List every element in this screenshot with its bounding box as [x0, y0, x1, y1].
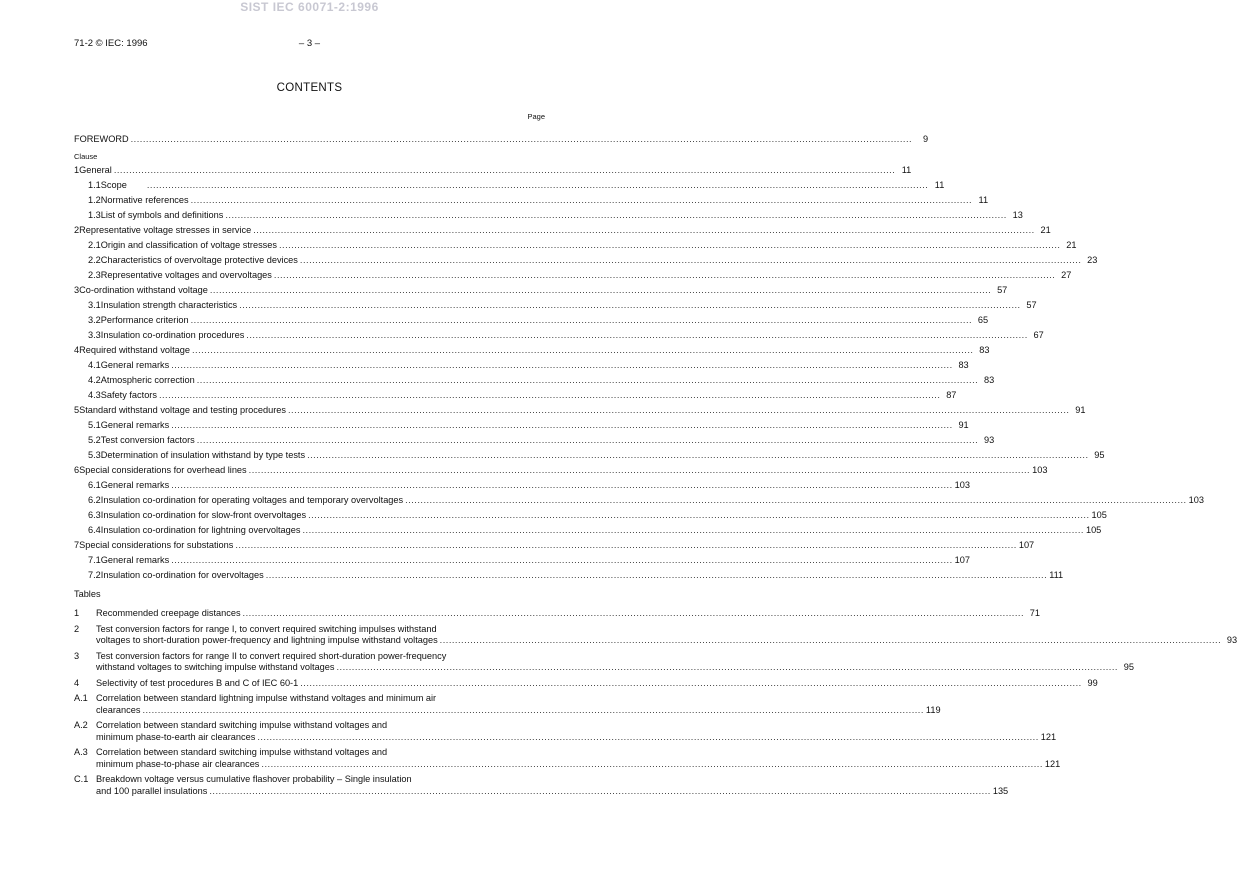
- entry-page: 67: [1033, 330, 1044, 340]
- entry-page: 105: [1091, 510, 1107, 520]
- leader-dots: [279, 239, 1060, 251]
- table-number: 2: [74, 623, 80, 634]
- leader-dots: [225, 209, 1006, 221]
- entry-page: 107: [1018, 540, 1035, 550]
- table-body: [96, 693, 941, 716]
- table-title: minimum phase-to-earth air clearances: [96, 731, 256, 742]
- table-body: [96, 720, 1056, 743]
- leader-dots: [197, 374, 978, 386]
- tables-list: [74, 608, 1237, 801]
- leader-dots: [192, 344, 973, 356]
- leader-dots: [307, 449, 1088, 461]
- entry-number: 1.1: [88, 180, 101, 190]
- table-number: A.3: [74, 747, 88, 757]
- toc-entry[interactable]: [74, 446, 1105, 461]
- table-line: [96, 624, 1237, 636]
- table-line: [96, 651, 1134, 663]
- entry-page: 21: [1066, 240, 1077, 250]
- entry-number: 7.2: [88, 570, 101, 580]
- entry-number: 6.3: [88, 510, 101, 520]
- leader-dots: [257, 732, 1038, 744]
- table-line: [96, 759, 1060, 771]
- entry-title: Insulation co-ordination for operating voltages and temporary overvoltages: [100, 495, 404, 505]
- header-page-number: – 3 –: [298, 38, 321, 49]
- entry-number: 2.3: [88, 270, 101, 280]
- toc-entry[interactable]: [74, 506, 1107, 521]
- leader-dots: [300, 678, 1081, 690]
- table-page: 93: [1226, 635, 1237, 645]
- toc-entry[interactable]: [74, 341, 990, 356]
- table-title: and 100 parallel insulations: [96, 785, 208, 796]
- leader-dots: [274, 269, 1055, 281]
- entry-number: 6.2: [88, 495, 101, 505]
- table-entry[interactable]: [74, 693, 941, 716]
- foreword-entry[interactable]: [74, 130, 929, 145]
- entry-page: 11: [978, 195, 989, 205]
- entry-title: Insulation co-ordination procedures: [100, 330, 245, 340]
- header-left: 71-2 © IEC: 1996: [74, 38, 148, 49]
- toc-entry[interactable]: [74, 356, 969, 371]
- table-line: [96, 635, 1237, 647]
- entry-number: 4.2: [88, 375, 101, 385]
- entry-title: Scope: [100, 180, 127, 190]
- entry-title: Insulation strength characteristics: [100, 300, 238, 310]
- entry-title: General remarks: [100, 480, 170, 490]
- toc-entry[interactable]: [74, 236, 1077, 251]
- toc-entry[interactable]: [74, 326, 1044, 341]
- table-title: Correlation between standard lightning impulse withstand voltages and minimum air: [96, 693, 437, 703]
- entry-number: 5.1: [88, 420, 101, 430]
- table-entry[interactable]: [74, 774, 1009, 797]
- toc-entry[interactable]: [74, 176, 945, 191]
- table-title: Correlation between standard switching impulse withstand voltages and: [96, 747, 388, 757]
- entry-title: General remarks: [100, 555, 170, 565]
- toc-entry[interactable]: [74, 401, 1086, 416]
- entry-number: 7: [74, 540, 80, 550]
- entry-page: 107: [954, 555, 971, 565]
- leader-dots: [171, 359, 952, 371]
- table-page: 119: [925, 704, 941, 715]
- table-title: Breakdown voltage versus cumulative flashover probability – Single insulation: [96, 774, 412, 784]
- leader-dots: [114, 164, 895, 176]
- table-line: [96, 705, 941, 717]
- toc-entry[interactable]: [74, 281, 1008, 296]
- entry-page: 103: [1188, 495, 1204, 505]
- table-line: [96, 747, 1060, 759]
- entry-title: Representative voltage stresses in service: [79, 225, 252, 235]
- entry-page: 83: [983, 375, 995, 385]
- entry-number: 1.2: [88, 195, 101, 205]
- entry-page: 23: [1087, 255, 1098, 265]
- toc-entry[interactable]: [74, 296, 1037, 311]
- entry-page: 95: [1094, 450, 1105, 460]
- entry-page: 91: [1075, 405, 1086, 415]
- toc-entry[interactable]: [74, 521, 1102, 536]
- table-title: Correlation between standard switching impulse withstand voltages and: [96, 720, 388, 730]
- table-body: [96, 678, 1098, 690]
- table-body: [96, 608, 1040, 620]
- entry-title: Origin and classification of voltage stresses: [100, 240, 277, 250]
- table-body: [96, 624, 1237, 647]
- leader-dots: [239, 299, 1020, 311]
- entry-number: 6.1: [88, 480, 101, 490]
- leader-dots: [249, 464, 1030, 476]
- entry-number: 1: [74, 165, 80, 175]
- table-body: [96, 651, 1134, 674]
- entry-number: 2.2: [88, 255, 101, 265]
- leader-dots: [171, 554, 952, 566]
- table-entry[interactable]: [74, 747, 1061, 770]
- leader-dots: [159, 389, 940, 401]
- table-title: withstand voltages to switching impulse withstand voltages: [96, 662, 335, 672]
- entry-title: Performance criterion: [100, 315, 189, 325]
- entry-number: 5: [74, 405, 80, 415]
- table-page: 121: [1044, 758, 1061, 769]
- leader-dots: [209, 786, 990, 798]
- toc-entry[interactable]: [74, 461, 1048, 476]
- table-page: 135: [992, 785, 1009, 796]
- entry-number: 3.3: [88, 330, 101, 340]
- leader-dots: [308, 509, 1089, 521]
- entry-page: 57: [997, 285, 1008, 295]
- table-line: [96, 786, 1008, 798]
- entry-title: Determination of insulation withstand by type tests: [100, 450, 306, 460]
- entry-number: 6.4: [88, 525, 101, 535]
- entry-page: 111: [1049, 570, 1064, 580]
- table-line: [96, 678, 1098, 690]
- leader-dots: [147, 179, 928, 191]
- entry-title: Insulation co-ordination for lightning overvoltages: [100, 525, 301, 535]
- entry-number: 5.3: [88, 450, 101, 460]
- toc-entry[interactable]: [74, 386, 957, 401]
- table-line: [96, 608, 1040, 620]
- entry-number: 5.2: [88, 435, 101, 445]
- toc-entry[interactable]: [74, 251, 1098, 266]
- table-page: 99: [1087, 677, 1098, 688]
- leader-dots: [171, 479, 952, 491]
- entry-page: 21: [1040, 225, 1051, 235]
- toc-entry[interactable]: [74, 266, 1072, 281]
- toc-entry[interactable]: [74, 566, 1064, 581]
- entry-page: 105: [1085, 525, 1102, 535]
- entry-number: 7.1: [88, 555, 101, 565]
- foreword-page: 9: [922, 134, 929, 144]
- table-body: [96, 774, 1008, 797]
- entry-title: Representative voltages and overvoltages: [100, 270, 272, 280]
- leader-dots: [337, 662, 1118, 674]
- entry-page: 103: [1032, 465, 1048, 475]
- table-title: voltages to short-duration power-frequency and lightning impulse withstand voltages: [96, 635, 438, 645]
- table-title: minimum phase-to-phase air clearances: [96, 758, 260, 769]
- toc-entry[interactable]: [74, 191, 989, 206]
- page-title: CONTENTS: [276, 82, 343, 94]
- leader-dots: [246, 329, 1027, 341]
- leader-dots: [235, 539, 1016, 551]
- clause-label: Clause: [74, 152, 98, 161]
- table-line: [96, 774, 1008, 786]
- toc-entry[interactable]: [74, 371, 995, 386]
- toc-entry[interactable]: [74, 311, 989, 326]
- toc-entry[interactable]: [74, 536, 1035, 551]
- entry-number: 3.2: [88, 315, 101, 325]
- leader-dots: [300, 254, 1081, 266]
- entry-number: 3: [74, 285, 80, 295]
- leader-dots: [191, 314, 972, 326]
- table-entry[interactable]: [74, 650, 1134, 674]
- foreword-label: FOREWORD: [74, 134, 129, 144]
- entry-number: 4.1: [88, 360, 101, 370]
- entry-title: Special considerations for overhead lines: [79, 465, 247, 475]
- table-number: 4: [74, 677, 80, 688]
- table-page: 95: [1123, 662, 1134, 672]
- table-title: Selectivity of test procedures B and C of IEC 60-1: [96, 677, 299, 688]
- table-number: 1: [74, 608, 80, 618]
- entry-title: Standard withstand voltage and testing procedures: [79, 405, 286, 415]
- entry-page: 27: [1061, 270, 1072, 280]
- table-number: 3: [74, 650, 80, 661]
- entry-number: 1.3: [88, 210, 101, 220]
- leader-dots: [405, 494, 1186, 506]
- entry-page: 93: [983, 435, 995, 445]
- entry-title: Characteristics of overvoltage protective devices: [100, 255, 298, 265]
- leader-dots: [191, 194, 972, 206]
- entry-title: Normative references: [100, 195, 189, 205]
- toc-entry[interactable]: [74, 221, 1051, 236]
- table-entry[interactable]: [74, 677, 1098, 690]
- leader-dots: [302, 524, 1083, 536]
- table-number: C.1: [74, 774, 89, 784]
- leader-dots: [261, 759, 1042, 771]
- table-title: clearances: [96, 704, 141, 715]
- toc-entry[interactable]: [74, 476, 971, 491]
- toc-entry[interactable]: [74, 161, 912, 176]
- entry-title: Special considerations for substations: [79, 540, 234, 550]
- entry-title: Co-ordination withstand voltage: [79, 285, 208, 295]
- table-number: A.2: [74, 720, 88, 730]
- leader-dots: [142, 705, 923, 717]
- table-line: [96, 732, 1056, 744]
- entry-title: General remarks: [100, 360, 170, 370]
- entry-number: 4: [74, 345, 80, 355]
- entry-number: 3.1: [88, 300, 101, 310]
- entry-page: 87: [946, 390, 957, 400]
- table-entry[interactable]: [74, 608, 1041, 620]
- toc-entry[interactable]: [74, 416, 969, 431]
- table-entry[interactable]: [74, 720, 1057, 743]
- leader-dots: [253, 224, 1034, 236]
- entry-page: 13: [1012, 210, 1023, 220]
- entry-title: Safety factors: [100, 390, 157, 400]
- leader-dots: [440, 635, 1221, 647]
- table-line: [96, 662, 1134, 674]
- leader-dots: [171, 419, 952, 431]
- table-title: Recommended creepage distances: [96, 608, 241, 618]
- entry-page: 91: [958, 420, 969, 430]
- entry-page: 103: [954, 480, 971, 490]
- entry-number: 2.1: [88, 240, 101, 250]
- leader-dots: [131, 133, 912, 145]
- entry-number: 2: [74, 225, 80, 235]
- entry-page: 11: [901, 165, 912, 175]
- leader-dots: [197, 434, 978, 446]
- table-page: 121: [1040, 731, 1057, 742]
- table-body: [96, 747, 1060, 770]
- leader-dots: [266, 569, 1047, 581]
- entry-page: 83: [958, 360, 969, 370]
- entry-page: 65: [977, 315, 989, 325]
- table-line: [96, 693, 941, 705]
- toc-entry[interactable]: [74, 206, 1023, 221]
- entry-title: Insulation co-ordination for slow-front overvoltages: [100, 510, 307, 520]
- table-page: 71: [1029, 608, 1041, 618]
- clause-list: [74, 161, 1204, 581]
- entry-title: Test conversion factors: [100, 435, 195, 445]
- entry-number: 4.3: [88, 390, 101, 400]
- entry-title: General: [79, 165, 112, 175]
- table-line: [96, 720, 1056, 732]
- table-number: A.1: [74, 693, 88, 703]
- table-title: Test conversion factors for range I, to convert required switching impulses withstand: [96, 623, 437, 634]
- entry-title: Atmospheric correction: [100, 375, 195, 385]
- entry-title: Required withstand voltage: [79, 345, 190, 355]
- entry-title: General remarks: [100, 420, 170, 430]
- entry-title: List of symbols and definitions: [100, 210, 224, 220]
- leader-dots: [288, 404, 1069, 416]
- entry-number: 6: [74, 465, 80, 475]
- entry-page: 83: [979, 345, 990, 355]
- tables-heading: Tables: [74, 589, 101, 599]
- leader-dots: [210, 284, 991, 296]
- table-title: Test conversion factors for range II to convert required short-duration power-frequency: [96, 650, 447, 661]
- entry-page: 57: [1026, 300, 1037, 310]
- table-entry[interactable]: [74, 623, 1237, 647]
- entry-page: 11: [934, 180, 945, 190]
- toc-entry[interactable]: [74, 551, 971, 566]
- toc-entry[interactable]: [74, 431, 995, 446]
- watermark: SIST IEC 60071-2:1996: [240, 0, 379, 14]
- leader-dots: [243, 608, 1024, 620]
- page-column-label: Page: [527, 112, 545, 121]
- toc-entry[interactable]: [74, 491, 1204, 506]
- entry-title: Insulation co-ordination for overvoltages: [100, 570, 264, 580]
